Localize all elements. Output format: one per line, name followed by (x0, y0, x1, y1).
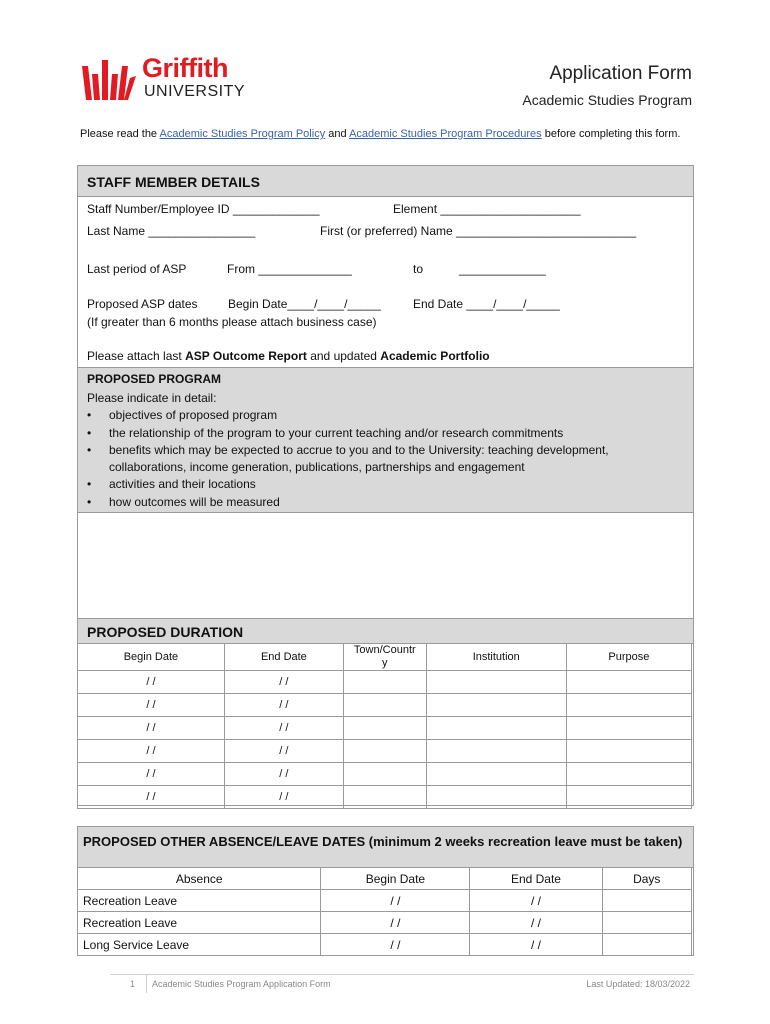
intro-text: Please read the Academic Studies Program Policy and Academic Studies Program Procedures before completing this form. (80, 128, 681, 140)
town-country-cell[interactable] (343, 671, 426, 694)
town-country-cell[interactable] (343, 694, 426, 717)
purpose-cell[interactable] (566, 671, 691, 694)
end-date-cell[interactable]: / / (470, 912, 602, 934)
days-cell[interactable] (602, 890, 692, 912)
end-date-cell[interactable]: / / (224, 717, 343, 740)
institution-cell[interactable] (426, 694, 566, 717)
list-item: • objectives of proposed program (87, 408, 278, 422)
griffith-flame-icon (80, 56, 140, 102)
end-date-cell[interactable]: / / (224, 694, 343, 717)
table-row (78, 763, 692, 786)
institution-cell[interactable] (426, 740, 566, 763)
form-title: Application Form (549, 63, 692, 84)
col-institution: Institution (426, 644, 566, 671)
purpose-cell[interactable] (566, 763, 691, 786)
staff-number-field[interactable]: Staff Number/Employee ID _____________ (87, 202, 320, 216)
page-number: 1 (130, 979, 136, 989)
col-purpose: Purpose (566, 644, 691, 671)
proposed-duration-heading: PROPOSED DURATION (87, 624, 244, 640)
duration-table (77, 643, 692, 809)
col-absence: Absence (78, 868, 321, 890)
element-field[interactable]: Element _____________________ (393, 202, 581, 216)
page-footer (110, 974, 694, 992)
begin-date-cell[interactable]: / / (78, 671, 225, 694)
institution-cell[interactable] (426, 671, 566, 694)
institution-cell[interactable] (426, 717, 566, 740)
table-row (78, 671, 692, 694)
program-detail-input-area[interactable] (78, 514, 693, 618)
list-item: • activities and their locations (87, 477, 256, 491)
end-date-cell[interactable]: / / (224, 740, 343, 763)
begin-date-cell[interactable]: / / (321, 890, 470, 912)
days-cell[interactable] (602, 912, 692, 934)
begin-date-cell[interactable]: / / (321, 934, 470, 956)
last-updated: Last Updated: 18/03/2022 (586, 979, 690, 989)
end-date-cell[interactable]: / / (224, 786, 343, 809)
proposed-program-heading: PROPOSED PROGRAM (87, 372, 222, 386)
list-item: • benefits which may be expected to accrue to you and to the University: teaching development, collaborations, income generation, publications, partnerships and engagement (87, 443, 609, 474)
absence-type-cell: Recreation Leave (78, 890, 321, 912)
table-header-row (78, 644, 692, 671)
procedures-link[interactable]: Academic Studies Program Procedures (349, 128, 542, 140)
program-instruction: Please indicate in detail: (87, 391, 217, 405)
end-date-cell[interactable]: / / (224, 763, 343, 786)
staff-details-heading: STAFF MEMBER DETAILS (87, 174, 260, 190)
col-town-country: Town/Countr y (343, 644, 426, 671)
staff-details-section (77, 165, 694, 368)
list-item: • how outcomes will be measured (87, 494, 280, 509)
form-subtitle: Academic Studies Program (522, 92, 692, 108)
days-cell[interactable] (602, 934, 692, 956)
town-country-cell[interactable] (343, 763, 426, 786)
footer-divider (146, 975, 147, 993)
other-absence-section (77, 826, 694, 956)
last-name-field[interactable]: Last Name ________________ (87, 224, 256, 238)
begin-date-cell[interactable]: / / (78, 717, 225, 740)
footer-title: Academic Studies Program Application Form (152, 979, 331, 989)
col-end-date: End Date (470, 868, 602, 890)
table-row (78, 694, 692, 717)
table-row (78, 890, 692, 912)
proposed-duration-section (77, 618, 694, 806)
purpose-cell[interactable] (566, 694, 691, 717)
griffith-logo (80, 53, 280, 104)
end-date-cell[interactable]: / / (224, 671, 343, 694)
town-country-cell[interactable] (343, 740, 426, 763)
begin-date-cell[interactable]: / / (78, 763, 225, 786)
begin-date-cell[interactable]: / / (321, 912, 470, 934)
col-end-date: End Date (224, 644, 343, 671)
proposed-program-section (77, 367, 694, 619)
absence-type-cell: Recreation Leave (78, 912, 321, 934)
last-period-from-field[interactable]: From ______________ (227, 262, 352, 276)
table-header-row (78, 868, 692, 890)
program-bullet-list (87, 407, 677, 511)
table-row (78, 912, 692, 934)
last-period-label: Last period of ASP (87, 262, 187, 276)
table-row (78, 740, 692, 763)
other-absence-heading: PROPOSED OTHER ABSENCE/LEAVE DATES (minimum 2 weeks recreation leave must be taken) (83, 834, 683, 849)
business-case-note: (If greater than 6 months please attach business case) (87, 315, 377, 329)
absence-type-cell: Long Service Leave (78, 934, 321, 956)
purpose-cell[interactable] (566, 717, 691, 740)
end-date-cell[interactable]: / / (470, 890, 602, 912)
attach-note: Please attach last ASP Outcome Report and updated Academic Portfolio (87, 349, 490, 363)
town-country-cell[interactable] (343, 786, 426, 809)
absence-table (77, 867, 692, 956)
begin-date-cell[interactable]: / / (78, 786, 225, 809)
list-item: • the relationship of the program to your current teaching and/or research commitments (87, 425, 564, 440)
table-row (78, 786, 692, 809)
logo-word-university: UNIVERSITY (144, 83, 246, 100)
proposed-begin-date-field[interactable]: Begin Date____/____/_____ (228, 297, 381, 311)
policy-link[interactable]: Academic Studies Program Policy (159, 128, 326, 140)
institution-cell[interactable] (426, 763, 566, 786)
table-row (78, 934, 692, 956)
col-days: Days (602, 868, 692, 890)
proposed-dates-label: Proposed ASP dates (87, 297, 198, 311)
begin-date-cell[interactable]: / / (78, 694, 225, 717)
last-period-to-field[interactable]: _____________ (459, 262, 546, 276)
end-date-cell[interactable]: / / (470, 934, 602, 956)
col-begin-date: Begin Date (321, 868, 470, 890)
purpose-cell[interactable] (566, 740, 691, 763)
institution-cell[interactable] (426, 786, 566, 809)
last-period-to-label: to (413, 262, 424, 276)
first-name-field[interactable]: First (or preferred) Name ___________________________ (320, 224, 637, 238)
town-country-cell[interactable] (343, 717, 426, 740)
begin-date-cell[interactable]: / / (78, 740, 225, 763)
proposed-end-date-field[interactable]: End Date ____/____/_____ (413, 297, 560, 311)
purpose-cell[interactable] (566, 786, 691, 809)
logo-word-griffith: Griffith (142, 53, 228, 83)
col-begin-date: Begin Date (78, 644, 225, 671)
table-row (78, 717, 692, 740)
